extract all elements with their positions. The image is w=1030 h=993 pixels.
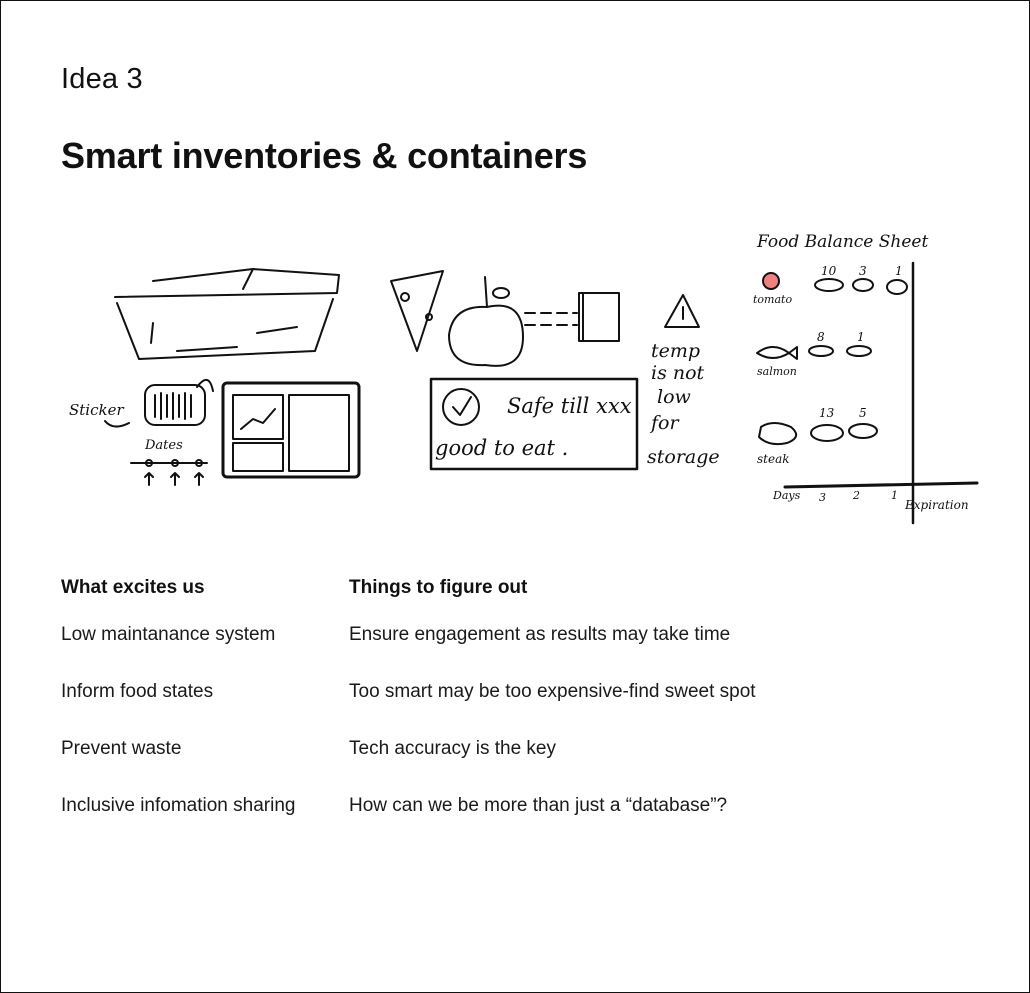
count: 10 — [821, 264, 837, 278]
excites-item: Inclusive infomation sharing — [61, 795, 296, 816]
count: 1 — [895, 264, 903, 278]
count: 13 — [819, 406, 835, 420]
concept-sketch — [57, 223, 987, 533]
salmon-icon — [757, 347, 797, 359]
tomato-icon — [763, 273, 779, 289]
count: 1 — [857, 330, 865, 344]
apple-icon — [449, 277, 523, 366]
figure-out-item: Tech accuracy is the key — [349, 738, 556, 759]
sensor-icon — [525, 293, 619, 341]
food-label-steak: steak — [757, 452, 790, 466]
axis-tick: 1 — [891, 489, 898, 502]
figure-out-item: How can we be more than just a “database”? — [349, 795, 728, 816]
warning-line: for — [651, 412, 679, 434]
sticker-label: Sticker — [69, 401, 124, 419]
food-label-tomato: tomato — [753, 293, 793, 306]
food-label-salmon: salmon — [757, 365, 797, 378]
tomato-counts — [821, 264, 903, 278]
safe-till-text: Safe till xxx — [507, 394, 632, 418]
warning-line: low — [657, 386, 691, 408]
figure-out-header: Things to figure out — [349, 577, 528, 598]
balance-sheet-title: Food Balance Sheet — [757, 232, 929, 252]
excites-item: Inform food states — [61, 681, 214, 702]
slide-title: Smart inventories & containers — [61, 135, 588, 176]
dates-label: Dates — [145, 438, 183, 453]
warning-text — [647, 340, 720, 468]
salmon-counts — [817, 330, 865, 344]
warning-line: is not — [651, 362, 705, 384]
axis-tick: 2 — [853, 489, 860, 502]
idea-number: Idea 3 — [61, 63, 143, 95]
count: 8 — [817, 330, 825, 344]
axis-ticks — [819, 489, 898, 504]
container-icon — [115, 269, 339, 359]
warning-line: temp — [651, 340, 701, 362]
axis-days-label: Days — [773, 489, 801, 502]
date-timeline — [131, 460, 207, 485]
figure-out-item: Ensure engagement as results may take time — [349, 624, 731, 645]
figure-out-item: Too smart may be too expensive-find sweet spot — [349, 681, 756, 702]
good-to-eat-text: good to eat . — [435, 436, 569, 460]
excites-header: What excites us — [61, 577, 205, 598]
warning-icon — [665, 295, 699, 327]
sketch-drawing — [57, 223, 987, 533]
excites-item: Prevent waste — [61, 738, 182, 759]
count: 3 — [859, 264, 867, 278]
cheese-icon — [391, 271, 443, 351]
steak-counts — [819, 406, 867, 420]
dashboard-icon — [223, 383, 359, 477]
balance-sheet-axes — [785, 263, 977, 523]
axis-tick: 3 — [819, 491, 826, 504]
count: 5 — [859, 406, 867, 420]
axis-expiration-label: Expiration — [905, 498, 969, 512]
steak-icon — [759, 423, 796, 444]
excites-item: Low maintanance system — [61, 624, 276, 645]
warning-line: storage — [647, 446, 720, 468]
